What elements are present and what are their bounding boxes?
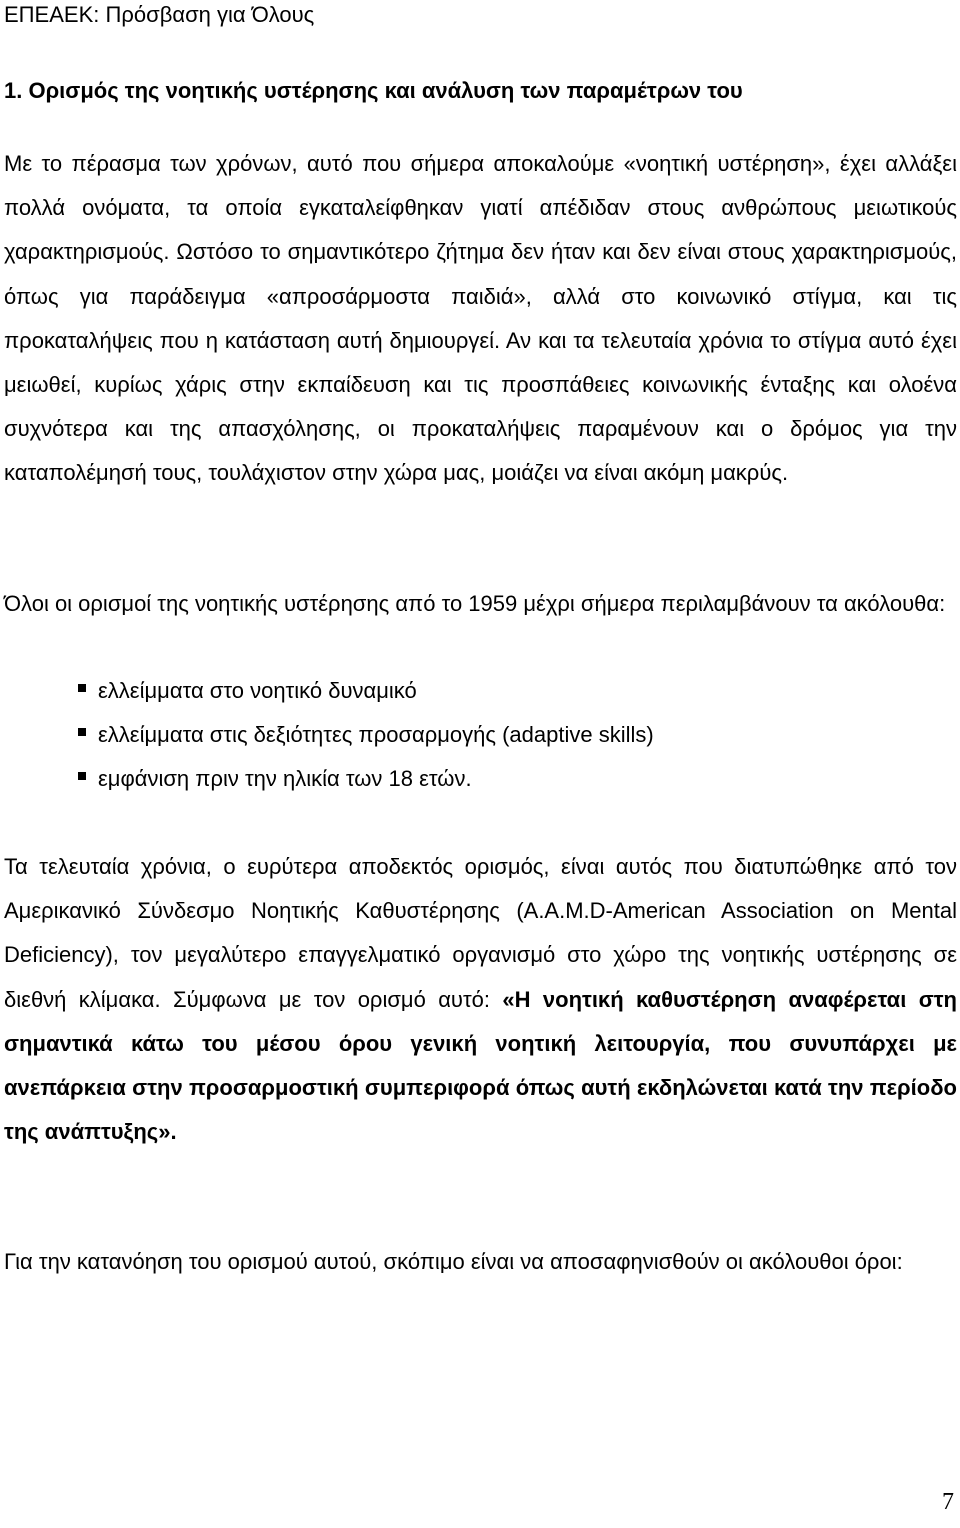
aamd-intro-text: Τα τελευταία χρόνια, ο ευρύτερα αποδεκτός ορισμός, είναι αυτός που διατυπώθηκε από τον Αμερικανικό Σύνδεσμο Νοητικής Καθυστέρησης (A.A.M.D-American Association on Mental Deficiency), τον μεγαλύτερο επαγγελματικό οργανισμό στο χώρο της νοητικής υστέρησης σε διεθνή κλίμακα. Σύμφωνα με τον ορισμό αυτό: bbox=[4, 854, 957, 1012]
paragraph-aamd-definition bbox=[4, 845, 957, 1154]
list-item-text: εμφάνιση πριν την ηλικία των 18 ετών. bbox=[98, 766, 472, 792]
paragraph-terms-intro: Για την κατανόηση του ορισμού αυτού, σκόπιμο είναι να αποσαφηνισθούν οι ακόλουθοι όροι: bbox=[4, 1249, 903, 1274]
list-item bbox=[78, 669, 654, 713]
page-number: 7 bbox=[942, 1489, 954, 1515]
square-bullet-icon bbox=[78, 728, 86, 736]
document-header: ΕΠΕΑΕΚ: Πρόσβαση για Όλους bbox=[4, 2, 315, 27]
definition-criteria-list bbox=[78, 669, 654, 802]
list-item bbox=[78, 757, 654, 801]
list-item-text: ελλείμματα στις δεξιότητες προσαρμογής (adaptive skills) bbox=[98, 722, 654, 748]
square-bullet-icon bbox=[78, 772, 86, 780]
list-item bbox=[78, 713, 654, 757]
paragraph-definitions-intro: Όλοι οι ορισμοί της νοητικής υστέρησης από το 1959 μέχρι σήμερα περιλαμβάνουν τα ακόλουθα: bbox=[4, 591, 946, 616]
paragraph-history: Με το πέρασμα των χρόνων, αυτό που σήμερα αποκαλούμε «νοητική υστέρηση», έχει αλλάξει πολλά ονόματα, τα οποία εγκαταλείφθηκαν γιατί απέδιδαν στους ανθρώπους μειωτικούς χαρακτηρισμούς. Ωστόσο το σημαντικότερο ζήτημα δεν ήταν και δεν είναι στους χαρακτηρισμούς, όπως για παράδειγμα «απροσάρμοστα παιδιά», αλλά στο κοινωνικό στίγμα, και τις προκαταλήψεις που η κατάσταση αυτή δημιουργεί. Αν και τα τελευταία χρόνια το στίγμα αυτό έχει μειωθεί, κυρίως χάρις στην εκπαίδευση και τις προσπάθειες κοινωνικής ένταξης και ολοένα συχνότερα και της απασχόλησης, οι προκαταλήψεις παραμένουν και ο δρόμος για την καταπολέμησή τους, τουλάχιστον στην χώρα μας, μοιάζει να είναι ακόμη μακρύς. bbox=[4, 151, 957, 486]
list-item-text: ελλείμματα στο νοητικό δυναμικό bbox=[98, 678, 417, 703]
square-bullet-icon bbox=[78, 684, 86, 692]
definition-quote: «Η νοητική καθυστέρηση αναφέρεται στη σημαντικά κάτω του μέσου όρου γενική νοητική λειτουργία, που συνυπάρχει με ανεπάρκεια στην προσαρμοστική συμπεριφορά όπως αυτή εκδηλώνεται κατά την περίοδο της ανάπτυξης». bbox=[4, 986, 958, 1145]
section-heading: 1. Ορισμός της νοητικής υστέρησης και ανάλυση των παραμέτρων του bbox=[4, 78, 743, 103]
